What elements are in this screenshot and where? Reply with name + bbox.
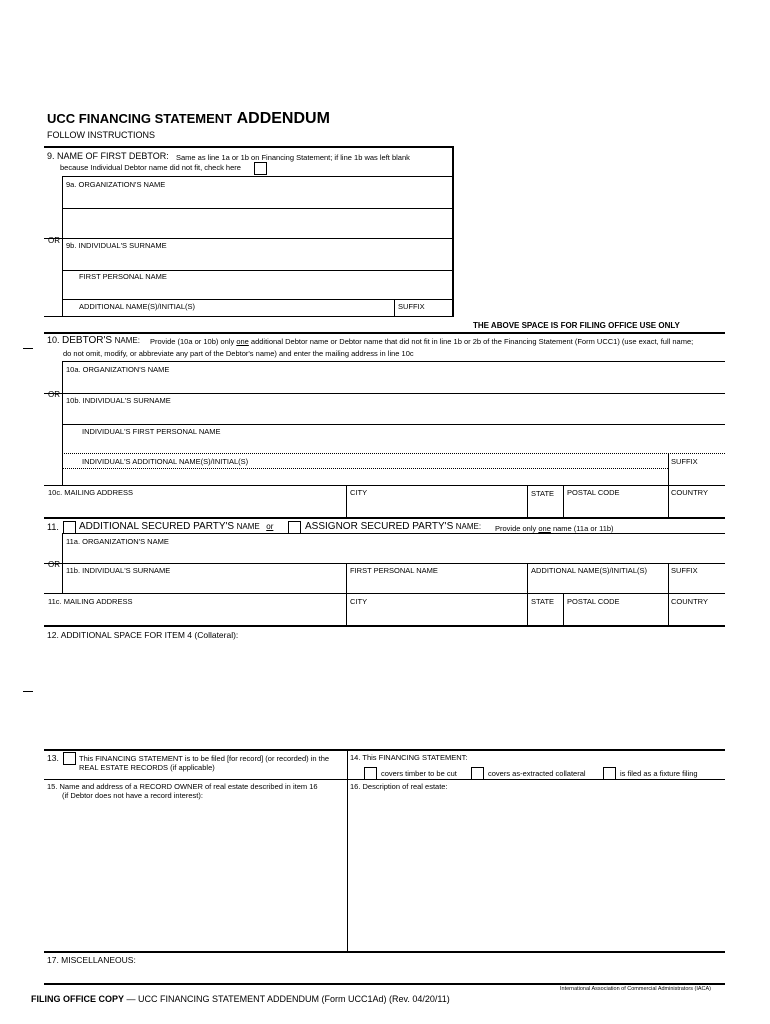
rule bbox=[44, 238, 454, 239]
rule bbox=[563, 593, 564, 625]
rule bbox=[44, 625, 725, 627]
item11-provide-note: Provide only one name (11a or 11b) bbox=[495, 524, 614, 533]
item11-or: OR bbox=[48, 560, 60, 569]
item10a-input[interactable] bbox=[62, 375, 722, 393]
rule bbox=[563, 485, 564, 517]
item10-first-name-input[interactable] bbox=[62, 437, 722, 453]
item11a-input[interactable] bbox=[62, 547, 722, 563]
item10-additional-input[interactable] bbox=[62, 467, 665, 483]
item10-or: OR bbox=[48, 390, 60, 399]
item9b-input[interactable] bbox=[62, 251, 450, 270]
item16-input[interactable] bbox=[350, 794, 722, 948]
rule bbox=[394, 299, 395, 316]
item11-additional-label: ADDITIONAL NAME(S)/INITIAL(S) bbox=[531, 566, 647, 575]
rule bbox=[527, 485, 528, 517]
item9a-label: 9a. ORGANIZATION'S NAME bbox=[66, 180, 166, 189]
item13-line2: REAL ESTATE RECORDS (if applicable) bbox=[79, 763, 215, 772]
rule bbox=[62, 361, 725, 362]
item9-or: OR bbox=[48, 236, 60, 245]
item10c-mailing-label: 10c. MAILING ADDRESS bbox=[48, 488, 134, 497]
item14-label: 14. This FINANCING STATEMENT: bbox=[350, 753, 468, 762]
item10b-label: 10b. INDIVIDUAL'S SURNAME bbox=[66, 396, 171, 405]
item10-first-name-label: INDIVIDUAL'S FIRST PERSONAL NAME bbox=[82, 427, 221, 436]
item10-suffix-label: SUFFIX bbox=[671, 457, 698, 466]
item10a-label: 10a. ORGANIZATION'S NAME bbox=[66, 365, 170, 374]
item9-first-name-input[interactable] bbox=[62, 282, 450, 299]
item11c-state-label: STATE bbox=[531, 597, 555, 606]
item9a-input[interactable] bbox=[62, 190, 450, 238]
margin-mark bbox=[23, 691, 33, 692]
rule bbox=[44, 779, 725, 780]
rule bbox=[452, 146, 454, 316]
item9-additional-label: ADDITIONAL NAME(S)/INITIAL(S) bbox=[79, 302, 195, 311]
item9-same-as-checkbox[interactable] bbox=[254, 162, 267, 175]
rule bbox=[44, 146, 454, 148]
item12-collateral-input[interactable] bbox=[46, 645, 722, 745]
item12-label: 12. ADDITIONAL SPACE FOR ITEM 4 (Collateral): bbox=[47, 630, 239, 640]
item13-line1: This FINANCING STATEMENT is to be filed [for record] (or recorded) in the bbox=[79, 754, 330, 763]
item11b-label: 11b. INDIVIDUAL'S SURNAME bbox=[66, 566, 171, 575]
item10-instructions-line1: Provide (10a or 10b) only one additional Debtor name or Debtor name that did not fit in line 1b or 2b of the Financing Statement (Form UCC1) (use exact, full name; bbox=[150, 337, 694, 346]
item9-note-line2: because Individual Debtor name did not fit, check here bbox=[60, 163, 241, 172]
item10c-mailing-input[interactable] bbox=[46, 498, 344, 515]
item11c-postal-label: POSTAL CODE bbox=[567, 597, 620, 606]
item11-option1: ADDITIONAL SECURED PARTY'S NAME or bbox=[79, 521, 274, 532]
item9-suffix-label: SUFFIX bbox=[398, 302, 425, 311]
rule bbox=[62, 533, 725, 534]
rule bbox=[346, 563, 347, 625]
rule bbox=[62, 270, 452, 271]
item10c-postal-label: POSTAL CODE bbox=[567, 488, 620, 497]
item10-heading: 10. DEBTOR'S NAME: bbox=[47, 335, 140, 346]
iaca-note: International Association of Commercial Administrators (IACA) bbox=[560, 986, 712, 992]
item9-note-line1: Same as line 1a or 1b on Financing Statement; if line 1b was left blank bbox=[176, 153, 410, 162]
item15-line2: (if Debtor does not have a record interest): bbox=[62, 791, 203, 800]
item11c-city-label: CITY bbox=[350, 597, 368, 606]
footer-copy-line: FILING OFFICE COPY — UCC FINANCING STATEMENT ADDENDUM (Form UCC1Ad) (Rev. 04/20/11) bbox=[31, 994, 450, 1004]
item11-number: 11. bbox=[47, 522, 59, 532]
rule bbox=[44, 951, 725, 953]
rule bbox=[62, 468, 668, 469]
rule bbox=[527, 563, 528, 625]
item11-suffix-label: SUFFIX bbox=[671, 566, 698, 575]
rule bbox=[346, 485, 347, 517]
item10c-city-label: CITY bbox=[350, 488, 368, 497]
item11c-mailing-label: 11c. MAILING ADDRESS bbox=[48, 597, 133, 606]
item10-additional-label: INDIVIDUAL'S ADDITIONAL NAME(S)/INITIAL(S) bbox=[82, 457, 249, 466]
item9b-label: 9b. INDIVIDUAL'S SURNAME bbox=[66, 241, 167, 250]
item14-fixture-label: is filed as a fixture filing bbox=[620, 769, 698, 778]
filing-office-note: THE ABOVE SPACE IS FOR FILING OFFICE USE ONLY bbox=[473, 321, 680, 330]
rule bbox=[668, 453, 669, 485]
item11c-country-label: COUNTRY bbox=[671, 597, 708, 606]
item9-heading: 9. NAME OF FIRST DEBTOR: bbox=[47, 151, 169, 161]
item14-timber-label: covers timber to be cut bbox=[381, 769, 457, 778]
item15-input[interactable] bbox=[46, 802, 344, 948]
rule bbox=[668, 563, 669, 625]
item17-label: 17. MISCELLANEOUS: bbox=[47, 955, 136, 965]
item11c-mailing-input[interactable] bbox=[46, 606, 344, 623]
form-title: UCC FINANCING STATEMENT ADDENDUM bbox=[47, 110, 330, 127]
rule bbox=[44, 983, 725, 985]
rule bbox=[62, 424, 725, 425]
rule bbox=[44, 563, 725, 564]
rule bbox=[668, 485, 669, 517]
item11-option2: ASSIGNOR SECURED PARTY'S NAME: bbox=[305, 521, 482, 532]
item9-first-name-label: FIRST PERSONAL NAME bbox=[79, 272, 167, 281]
item11-first-name-label: FIRST PERSONAL NAME bbox=[350, 566, 438, 575]
rule bbox=[44, 593, 725, 594]
rule bbox=[44, 485, 725, 486]
rule bbox=[44, 517, 725, 519]
item10b-input[interactable] bbox=[62, 406, 722, 424]
follow-instructions: FOLLOW INSTRUCTIONS bbox=[47, 130, 156, 140]
item13-real-estate-checkbox[interactable] bbox=[63, 752, 76, 765]
item13-number: 13. bbox=[47, 753, 59, 763]
rule bbox=[44, 749, 725, 751]
item16-label: 16. Description of real estate: bbox=[350, 782, 448, 791]
item14-as-extracted-label: covers as-extracted collateral bbox=[488, 769, 586, 778]
item10c-country-label: COUNTRY bbox=[671, 488, 708, 497]
item10-instructions-line2: do not omit, modify, or abbreviate any part of the Debtor's name) and enter the mailing address in line 10c bbox=[63, 349, 414, 358]
margin-mark bbox=[23, 348, 33, 349]
rule bbox=[44, 316, 454, 317]
rule bbox=[44, 393, 725, 394]
rule bbox=[62, 208, 452, 209]
item17-input[interactable] bbox=[46, 968, 722, 982]
item10c-state-label: STATE bbox=[531, 489, 555, 498]
item15-line1: 15. Name and address of a RECORD OWNER of real estate described in item 16 bbox=[47, 782, 318, 791]
rule bbox=[44, 332, 725, 334]
rule bbox=[62, 453, 725, 454]
item11a-label: 11a. ORGANIZATION'S NAME bbox=[66, 537, 169, 546]
rule bbox=[62, 176, 452, 177]
